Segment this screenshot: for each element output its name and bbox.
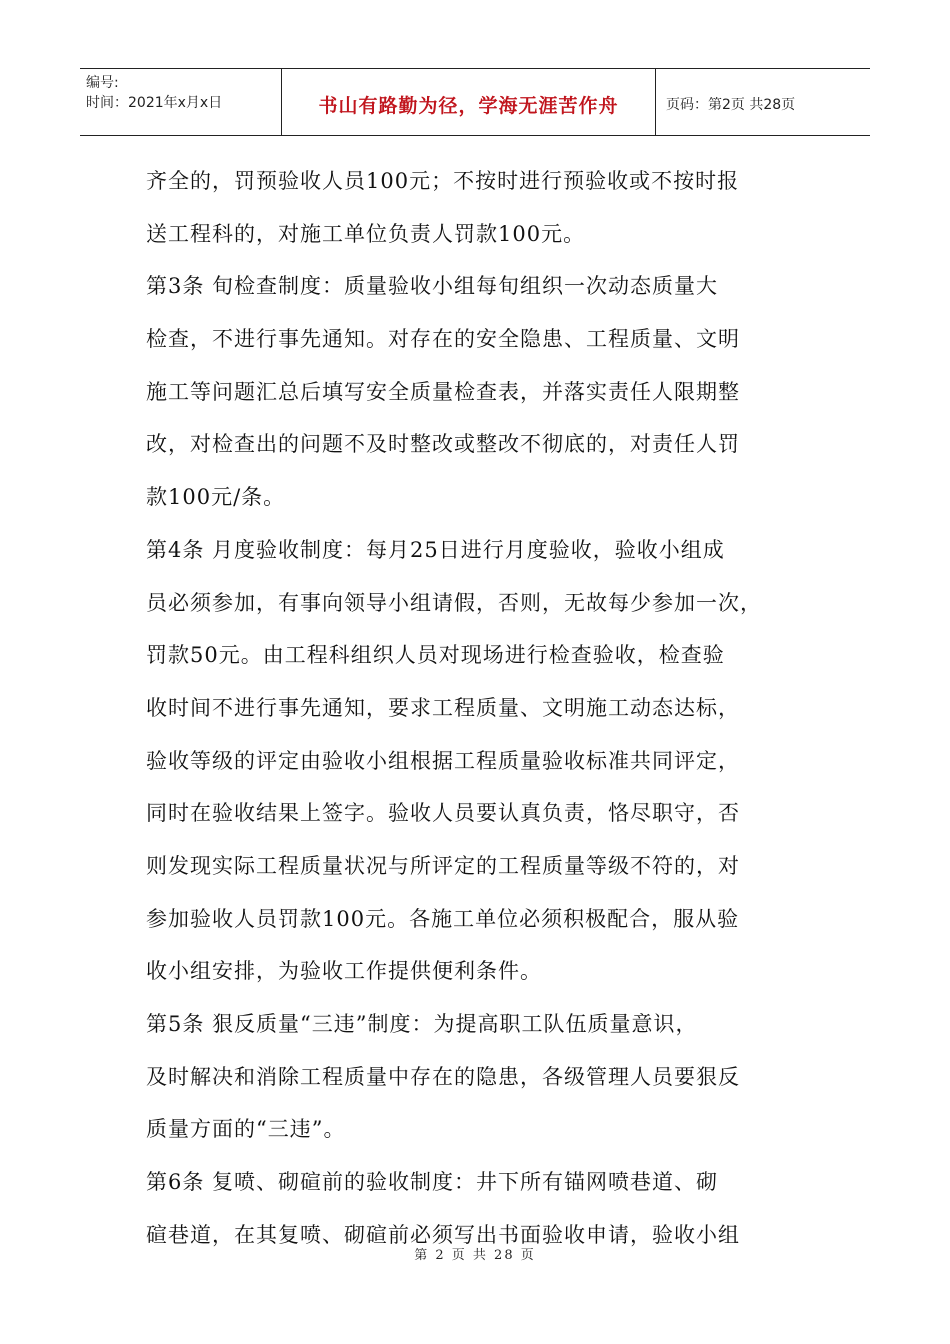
document-time-label: 时间：2021年x月x日 [86, 95, 223, 111]
body-line: 员必须参加，有事向领导小组请假，否则，无故每少参加一次， [146, 590, 762, 615]
body-line: 收时间不进行事先通知，要求工程质量、文明施工动态达标， [146, 695, 740, 720]
header-meta [80, 69, 282, 135]
body-line: 送工程科的，对施工单位负责人罚款100元。 [146, 221, 586, 246]
body-line: 收小组安排，为验收工作提供便利条件。 [146, 959, 542, 984]
body-line: 则发现实际工程质量状况与所评定的工程质量等级不符的，对 [146, 853, 740, 878]
body-line: 罚款50元。由工程科组织人员对现场进行检查验收，检查验 [146, 643, 725, 668]
body-line: 第3条 旬检查制度：质量验收小组每旬组织一次动态质量大 [146, 274, 719, 299]
body-line: 碹巷道，在其复喷、砌碹前必须写出书面验收申请，验收小组 [146, 1222, 740, 1247]
body-line: 质量方面的“三违”。 [146, 1117, 346, 1142]
document-body [146, 166, 826, 1272]
page-header [80, 68, 870, 136]
body-line: 第5条 狠反质量“三违”制度：为提高职工队伍质量意识， [146, 1012, 698, 1036]
document-number-label: 编号: [86, 75, 119, 91]
body-line: 第4条 月度验收制度：每月25日进行月度验收，验收小组成 [146, 537, 725, 562]
body-line: 款100元/条。 [146, 485, 286, 510]
body-line: 改，对检查出的问题不及时整改或整改不彻底的，对责任人罚 [146, 432, 740, 457]
body-line: 及时解决和消除工程质量中存在的隐患，各级管理人员要狠反 [146, 1064, 740, 1089]
page-footer: 第 2 页 共 28 页 [414, 1248, 536, 1263]
header-motto: 书山有路勤为径，学海无涯苦作舟 [282, 69, 656, 135]
body-line: 施工等问题汇总后填写安全质量检查表，并落实责任人限期整 [146, 379, 740, 404]
body-line: 同时在验收结果上签字。验收人员要认真负责，恪尽职守，否 [146, 801, 740, 826]
header-page-info: 页码：第2页 共28页 [666, 97, 796, 113]
body-line: 验收等级的评定由验收小组根据工程质量验收标准共同评定， [146, 748, 740, 773]
body-line: 齐全的，罚预验收人员100元；不按时进行预验收或不按时报 [146, 169, 740, 193]
body-line: 检查，不进行事先通知。对存在的安全隐患、工程质量、文明 [146, 327, 740, 352]
body-line: 参加验收人员罚款100元。各施工单位必须积极配合，服从验 [146, 906, 740, 931]
body-line: 第6条 复喷、砌碹前的验收制度：井下所有锚网喷巷道、砌 [146, 1170, 719, 1195]
